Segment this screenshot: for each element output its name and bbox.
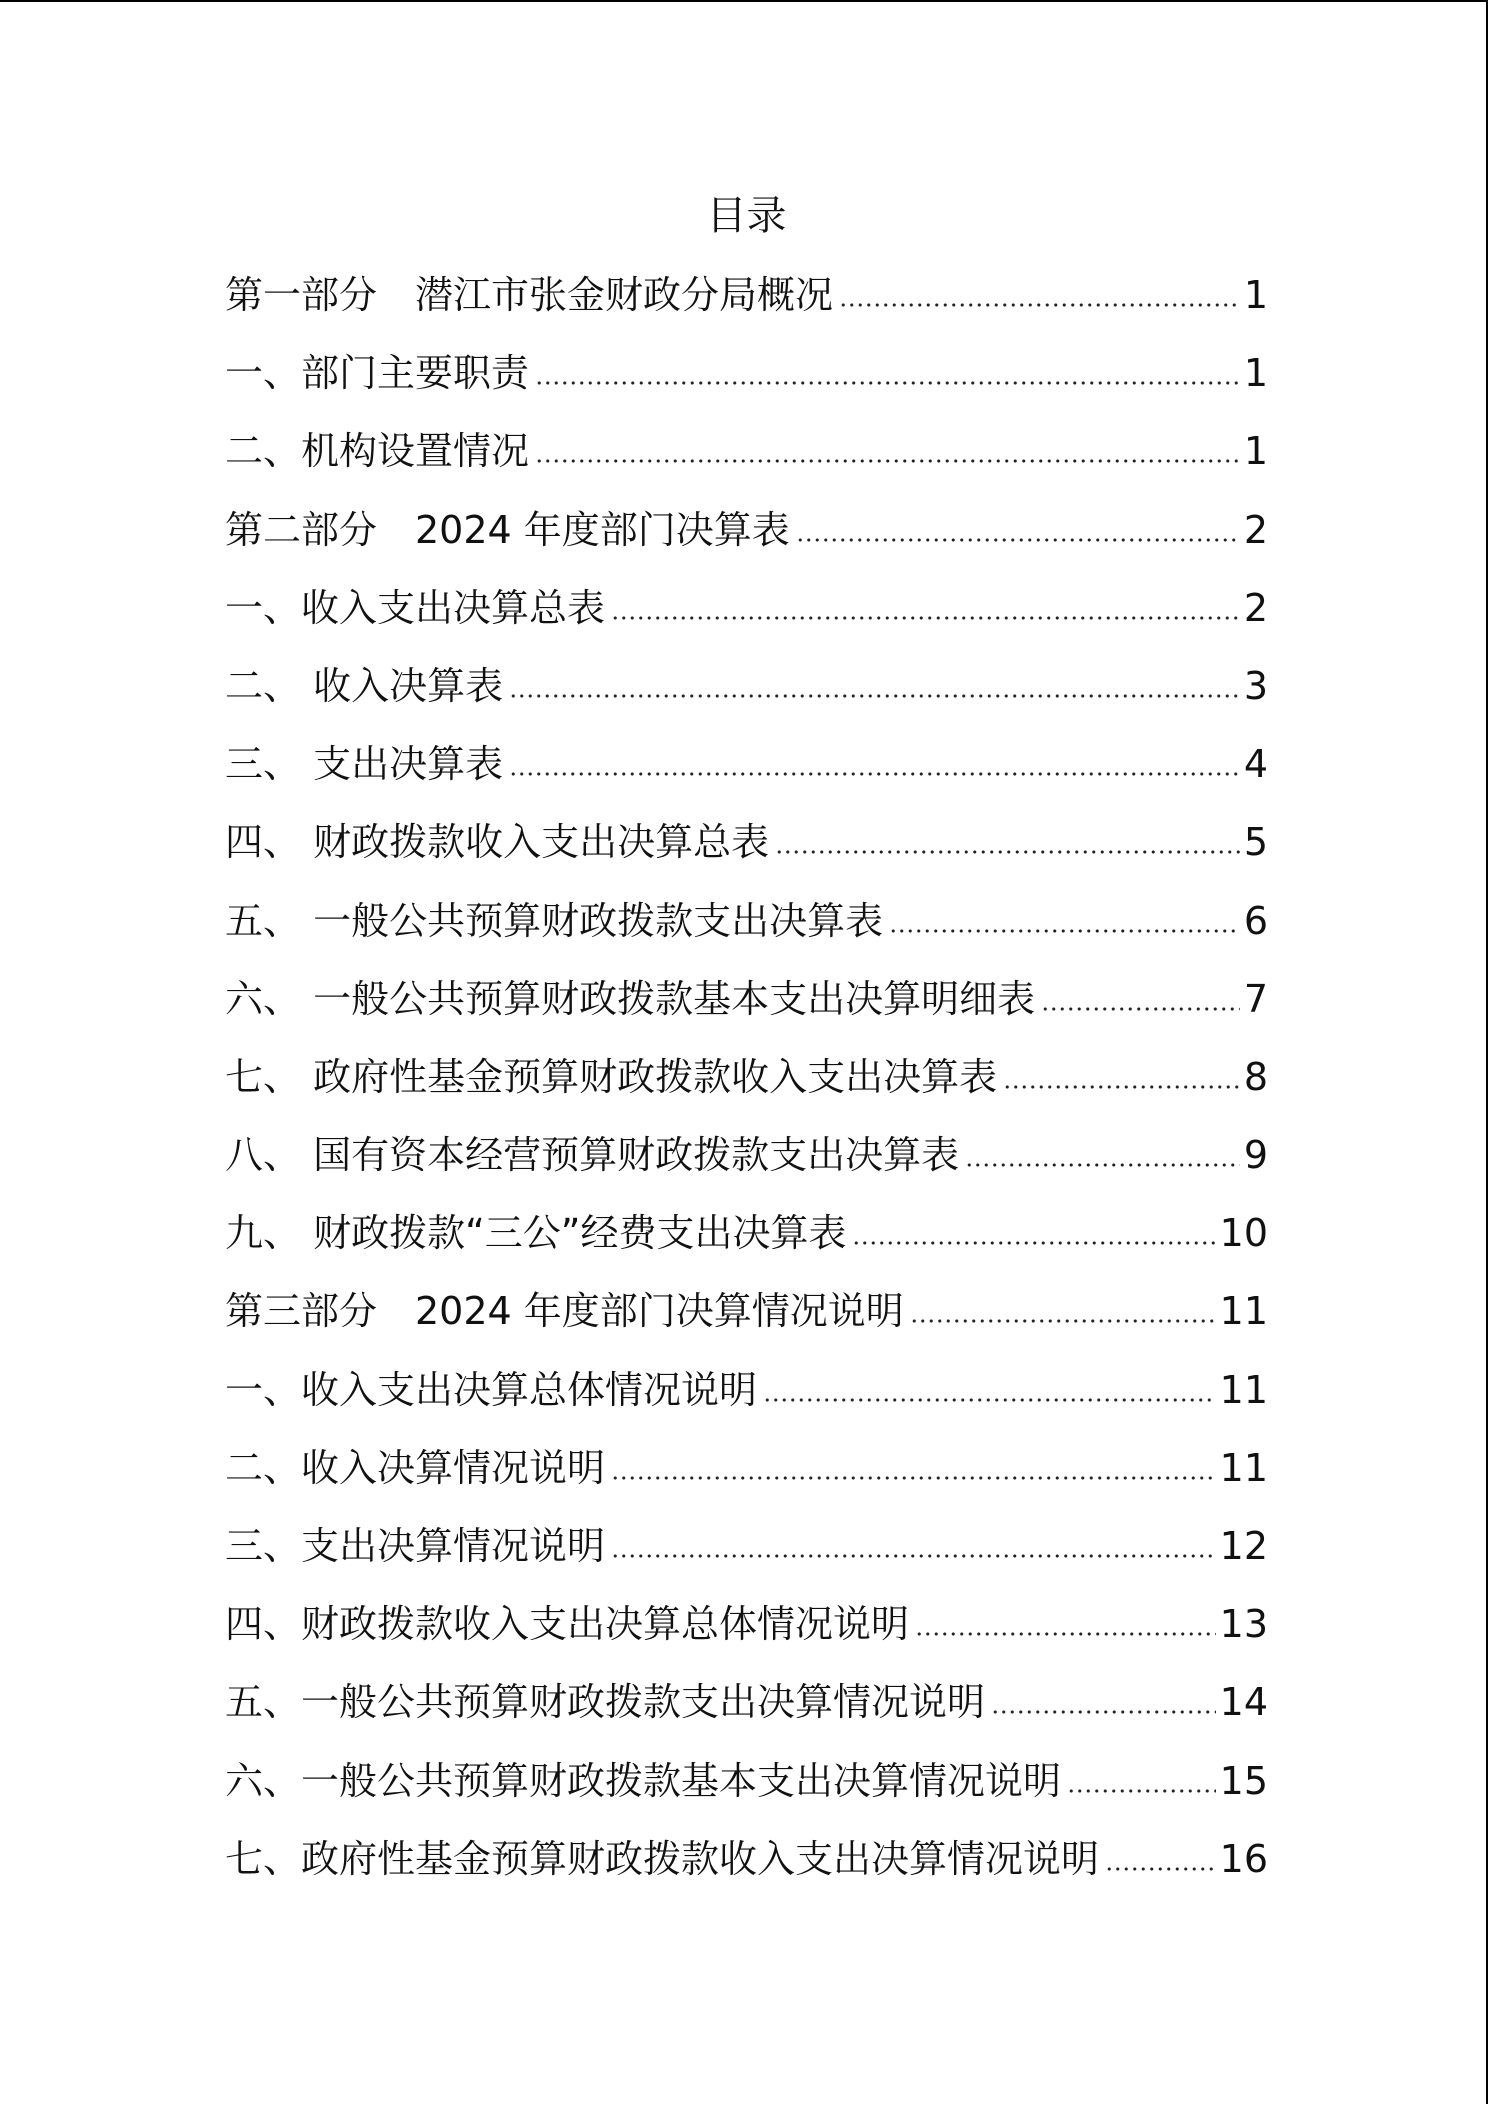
toc-entry[interactable] (225, 647, 1268, 725)
toc-entry-page: 14 (1219, 1680, 1268, 1725)
toc-entry-page: 11 (1219, 1367, 1268, 1412)
dot-leader (509, 693, 1240, 699)
toc-entry-page: 11 (1219, 1289, 1268, 1334)
toc-entry-label: 五、一般公共预算财政拨款支出决算情况说明 (225, 1680, 986, 1725)
toc-entry[interactable] (225, 1742, 1268, 1820)
toc-entry-page: 7 (1243, 976, 1268, 1021)
toc-entry-label: 二、收入决算情况说明 (225, 1445, 606, 1490)
toc-entry-page: 11 (1219, 1445, 1268, 1490)
toc-entry[interactable] (225, 1663, 1268, 1741)
toc-entry[interactable] (225, 334, 1268, 412)
dot-leader (611, 1475, 1216, 1481)
toc-entry-page: 6 (1243, 898, 1268, 943)
dot-leader (796, 537, 1240, 543)
toc-entry-label: 一、收入支出决算总表 (225, 585, 606, 630)
toc-entry-label: 九、 财政拨款“三公”经费支出决算表 (225, 1211, 847, 1256)
toc-entry-label: 一、部门主要职责 (225, 351, 530, 396)
dot-leader (852, 1240, 1215, 1246)
toc-entry[interactable] (225, 1429, 1268, 1507)
toc-entry[interactable] (225, 491, 1268, 569)
toc-entry-label: 七、政府性基金预算财政拨款收入支出决算情况说明 (225, 1836, 1100, 1881)
dot-leader (775, 849, 1240, 855)
toc-entry-label: 第三部分 2024 年度部门决算情况说明 (225, 1289, 904, 1334)
toc-entry-page: 1 (1243, 273, 1268, 317)
page-title: 目录 (706, 193, 787, 239)
toc-entry-label: 二、 收入决算表 (225, 663, 504, 708)
toc-entry[interactable] (225, 256, 1268, 334)
toc-entry-label: 六、一般公共预算财政拨款基本支出决算情况说明 (225, 1758, 1062, 1803)
toc-entry-label: 八、 国有资本经营预算财政拨款支出决算表 (225, 1133, 960, 1178)
toc-entry[interactable] (225, 803, 1268, 881)
dot-leader (965, 1162, 1240, 1168)
toc-entry[interactable] (225, 1820, 1268, 1898)
toc-entry-page: 1 (1243, 351, 1268, 396)
toc-entry-page: 5 (1243, 820, 1268, 865)
dot-leader (1105, 1866, 1216, 1872)
toc-entry[interactable] (225, 960, 1268, 1038)
toc-entry-page: 12 (1219, 1524, 1268, 1568)
toc-entry-page: 2 (1243, 585, 1268, 630)
toc-entry-page: 16 (1219, 1836, 1268, 1881)
toc-entry[interactable] (225, 1272, 1268, 1350)
toc-entry-label: 三、支出决算情况说明 (225, 1524, 606, 1568)
toc-entry-label: 七、 政府性基金预算财政拨款收入支出决算表 (225, 1054, 998, 1099)
toc-entry[interactable] (225, 569, 1268, 647)
dot-leader (915, 1631, 1216, 1637)
dot-leader (535, 380, 1240, 386)
dot-leader (889, 928, 1240, 934)
toc-entry-label: 五、 一般公共预算财政拨款支出决算表 (225, 898, 884, 943)
dot-leader (910, 1318, 1216, 1324)
toc-entry-page: 15 (1219, 1758, 1268, 1803)
toc-entry[interactable] (225, 1507, 1268, 1585)
toc-entry-page: 9 (1243, 1133, 1268, 1178)
toc-entry-label: 四、财政拨款收入支出决算总体情况说明 (225, 1602, 910, 1647)
dot-leader (1003, 1084, 1240, 1090)
page-border-top (0, 0, 1488, 2)
toc-entry[interactable] (225, 725, 1268, 803)
dot-leader (509, 771, 1240, 777)
dot-leader (535, 458, 1240, 464)
dot-leader (991, 1709, 1216, 1715)
table-of-contents (225, 176, 1268, 1898)
toc-entry-page: 3 (1243, 663, 1268, 708)
toc-entry-label: 三、 支出决算表 (225, 742, 504, 787)
toc-entry[interactable] (225, 1585, 1268, 1663)
toc-entry-page: 13 (1219, 1602, 1268, 1647)
dot-leader (611, 1553, 1216, 1559)
toc-entry[interactable] (225, 1116, 1268, 1194)
toc-entry[interactable] (225, 412, 1268, 490)
dot-leader (839, 302, 1240, 308)
toc-entry-label: 四、 财政拨款收入支出决算总表 (225, 820, 770, 865)
toc-entry-page: 1 (1243, 429, 1268, 474)
dot-leader (1041, 1006, 1240, 1012)
toc-entry-label: 第二部分 2024 年度部门决算表 (225, 507, 790, 552)
dot-leader (763, 1397, 1216, 1403)
toc-entry[interactable] (225, 882, 1268, 960)
dot-leader (611, 615, 1240, 621)
toc-entry[interactable] (225, 1038, 1268, 1116)
toc-entry-page: 10 (1219, 1211, 1268, 1256)
dot-leader (1067, 1788, 1216, 1794)
toc-entry[interactable] (225, 1351, 1268, 1429)
toc-entry-label: 六、 一般公共预算财政拨款基本支出决算明细表 (225, 976, 1036, 1021)
toc-entry-page: 2 (1243, 507, 1268, 552)
toc-entry-page: 8 (1243, 1054, 1268, 1099)
toc-entry-label: 第一部分 潜江市张金财政分局概况 (225, 273, 834, 317)
toc-entry-label: 二、机构设置情况 (225, 429, 530, 474)
toc-entry[interactable] (225, 1194, 1268, 1272)
toc-entry-page: 4 (1243, 742, 1268, 787)
toc-entry-label: 一、收入支出决算总体情况说明 (225, 1367, 758, 1412)
